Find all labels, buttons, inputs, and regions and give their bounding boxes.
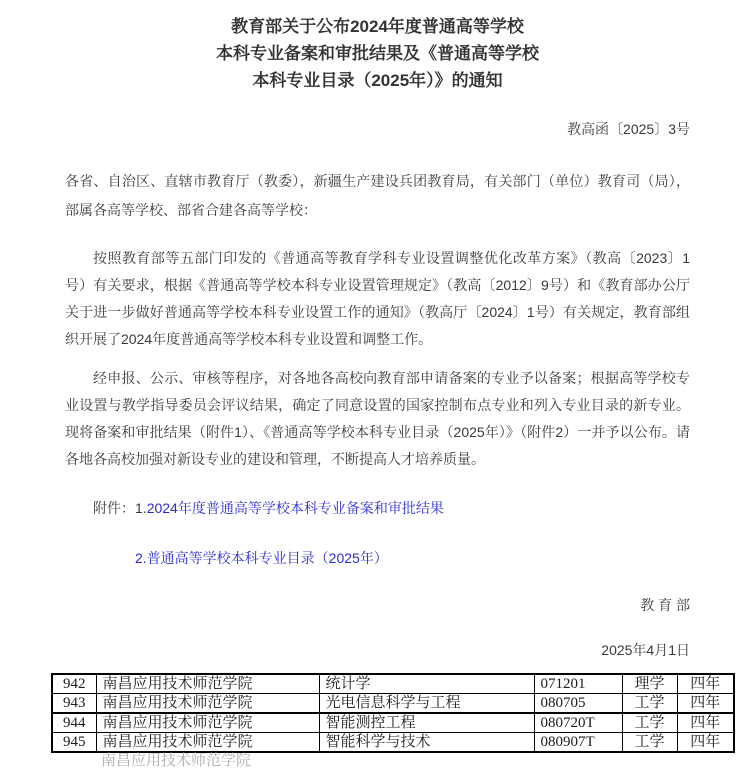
cell-major-name: 统计学 [319, 674, 534, 694]
cell-major-code: 080705 [534, 694, 622, 714]
cell-duration: 四年 [677, 694, 734, 714]
attachments-list [135, 495, 444, 572]
cell-serial-number: 944 [52, 713, 96, 733]
cell-degree-type: 工学 [622, 713, 677, 733]
attachment-item-2 [135, 545, 444, 572]
body-paragraph-2: 经申报、公示、审核等程序，对各地各高校向教育部申请备案的专业予以备案；根据高等学校专业设置与教学指导委员会评议结果，确定了同意设置的国家控制布点专业和列入专业目录的新专业。现将备案和审批结果（附件1）、《普通高等学校本科专业目录（2025年）》（附件2）一并予以公布。请各地各高校加强对新设专业的建设和管理，不断提高人才培养质量。 [65, 370, 690, 467]
cell-duration: 四年 [677, 674, 734, 694]
cell-major-code: 080907T [534, 733, 622, 753]
cell-college-name: 南昌应用技术师范学院 [96, 733, 319, 753]
attachment-link-2[interactable]: 普通高等学校本科专业目录（2025年） [146, 550, 388, 566]
title-line-1: 教育部关于公布2024年度普通高等学校 [231, 17, 524, 36]
cell-college-name: 南昌应用技术师范学院 [96, 694, 319, 714]
title-line-2: 本科专业备案和审批结果及《普通高等学校 [216, 44, 539, 63]
attachment-number-2: 2. [135, 550, 147, 566]
cell-college-name: 南昌应用技术师范学院 [96, 713, 319, 733]
attachments-block [65, 495, 690, 572]
table-row [52, 713, 734, 733]
cell-major-code: 080720T [534, 713, 622, 733]
attachment-item-1 [135, 495, 444, 522]
approval-results-table [51, 673, 735, 753]
issue-date: 2025年4月1日 [601, 642, 690, 658]
cell-degree-type: 工学 [622, 694, 677, 714]
cell-duration: 四年 [677, 733, 734, 753]
table-row [52, 694, 734, 714]
cell-serial-number: 942 [52, 674, 96, 694]
attachment-number-1: 1. [135, 500, 147, 516]
cell-duration: 四年 [677, 713, 734, 733]
cell-major-code: 071201 [534, 674, 622, 694]
table-partial-next-row: 南昌应用技术师范学院 [101, 753, 252, 769]
body-paragraph-1: 按照教育部等五部门印发的《普通高等教育学科专业设置调整优化改革方案》（教高〔2023〕1号）有关要求，根据《普通高等学校本科专业设置管理规定》（教高〔2012〕9号）和《教育部办公厅关于进一步做好普通高等学校本科专业设置工作的通知》（教高厅〔2024〕1号）有关规定，教育部组织开展了2024年度普通高等学校本科专业设置和调整工作。 [65, 250, 690, 347]
title-line-3: 本科专业目录（2025年）》的通知 [252, 71, 503, 90]
cell-major-name: 光电信息科学与工程 [319, 694, 534, 714]
cell-serial-number: 945 [52, 733, 96, 753]
document-number: 教高函〔2025〕3号 [567, 121, 690, 137]
table-row [52, 674, 734, 694]
addressee-paragraph: 各省、自治区、直辖市教育厅（教委），新疆生产建设兵团教育局，有关部门（单位）教育司（局），部属各高等学校、部省合建各高等学校： [65, 173, 690, 218]
cell-degree-type: 理学 [622, 674, 677, 694]
cell-major-name: 智能科学与技术 [319, 733, 534, 753]
cell-major-name: 智能测控工程 [319, 713, 534, 733]
cell-degree-type: 工学 [622, 733, 677, 753]
attachments-label: 附件： [93, 500, 135, 516]
cell-college-name: 南昌应用技术师范学院 [96, 674, 319, 694]
notice-title [65, 13, 690, 94]
issuer-signature: 教 育 部 [640, 597, 690, 613]
cell-serial-number: 943 [52, 694, 96, 714]
attachment-link-1[interactable]: 2024年度普通高等学校本科专业备案和审批结果 [146, 500, 444, 516]
table-row [52, 733, 734, 753]
